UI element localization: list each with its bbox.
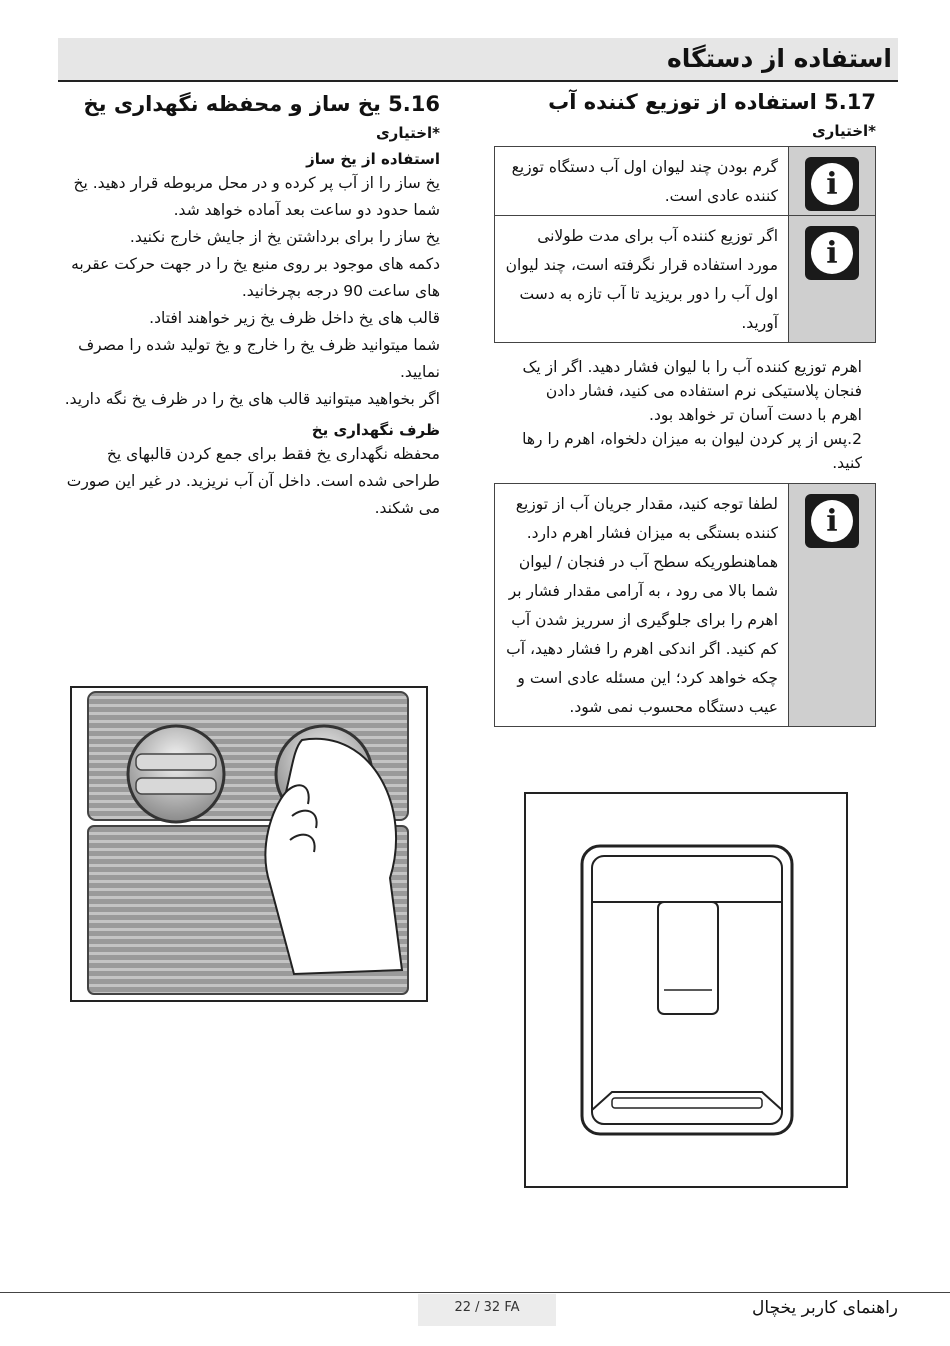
ice-container-heading: ظرف نگهداری یخ (311, 421, 440, 439)
note-text: اگر توزیع کننده آب برای مدت طولانی مورد استفاده قرار نگرفته است، چند لیوان اول آب را دور بریزید تا آب تازه به دست آورید. (505, 227, 778, 332)
paragraph: قالب های یخ داخل ظرف یخ زیر خواهند افتاد. (149, 309, 440, 327)
optional-label: *اختیاری (375, 124, 440, 142)
note-text: لطفا توجه کنید، مقدار جریان آب از توزیع کننده بستگی به میزان فشار اهرم دارد. هماهنطوریکه سطح آب در فنجان / لیوان شما بالا می رود ، به آرامی مقدار فشار بر اهرم را برای جلوگیری از سرریز شدن آب کم کنید. اگر اندکی اهرم را فشار دهید، آب چکه خواهد کرد؛ این مسئله عادی است و عیب دستگاه محسوب نمی شود. (506, 495, 778, 716)
paragraph: دکمه های موجود بر روی منبع یخ را در جهت حرکت عقربه های ساعت 90 درجه بچرخانید. (71, 255, 440, 300)
info-icon: i (805, 494, 859, 548)
step-2: 2.پس از پر کردن لیوان به میزان دلخواه، اهرم را رها کنید. (522, 430, 862, 472)
note-unused-dispenser (494, 216, 876, 343)
paragraph: محفظه نگهداری یخ فقط برای جمع کردن قالبهای یخ طراحی شده است. داخل آن آب نریزید. در غیر این صورت می شکند. (66, 445, 440, 517)
info-icon: i (805, 226, 859, 280)
note-warm-water (494, 146, 876, 216)
step-1: اهرم توزیع کننده آب را با لیوان فشار دهید. اگر از یک فنجان پلاستیکی نرم استفاده می کنید، فشار دادن اهرم با دست آسان تر خواهد بود. (522, 358, 862, 424)
manual-title: راهنمای کاربر یخچال (752, 1298, 898, 1318)
water-dispenser-title: 5.17 استفاده از توزیع کننده آب (548, 90, 876, 114)
footer-divider (0, 1292, 950, 1293)
using-ice-maker-heading: استفاده از یخ ساز (306, 150, 440, 168)
dispenser-steps (512, 355, 862, 475)
water-dispenser-illustration (524, 792, 848, 1188)
note-text: گرم بودن چند لیوان اول آب دستگاه توزیع کننده عادی است. (511, 158, 778, 205)
note-flow-pressure (494, 483, 876, 727)
paragraph: یخ ساز را از آب پر کرده و در محل مربوطه قرار دهید. یخ شما حدود دو ساعت بعد آماده خواهد شد. (73, 174, 440, 219)
section-header-bar (58, 38, 898, 82)
paragraph: اگر بخواهید میتوانید قالب های یخ را در ظرف یخ نگه دارید. (64, 390, 440, 408)
ice-maker-section (56, 90, 440, 522)
paragraph: شما میتوانید ظرف یخ را خارج و یخ تولید شده را مصرف نمایید. (78, 336, 440, 381)
ice-maker-illustration (70, 686, 428, 1002)
optional-label: *اختیاری (811, 122, 876, 140)
ice-maker-title: 5.16 یخ ساز و محفظه نگهداری یخ (83, 92, 440, 116)
info-icon: i (805, 157, 859, 211)
paragraph: یخ ساز را برای برداشتن یخ از جایش خارج نکنید. (129, 228, 440, 246)
water-dispenser-section (494, 88, 876, 727)
page-number: 22 / 32 FA (418, 1294, 556, 1326)
section-header-title: استفاده از دستگاه (667, 44, 892, 73)
